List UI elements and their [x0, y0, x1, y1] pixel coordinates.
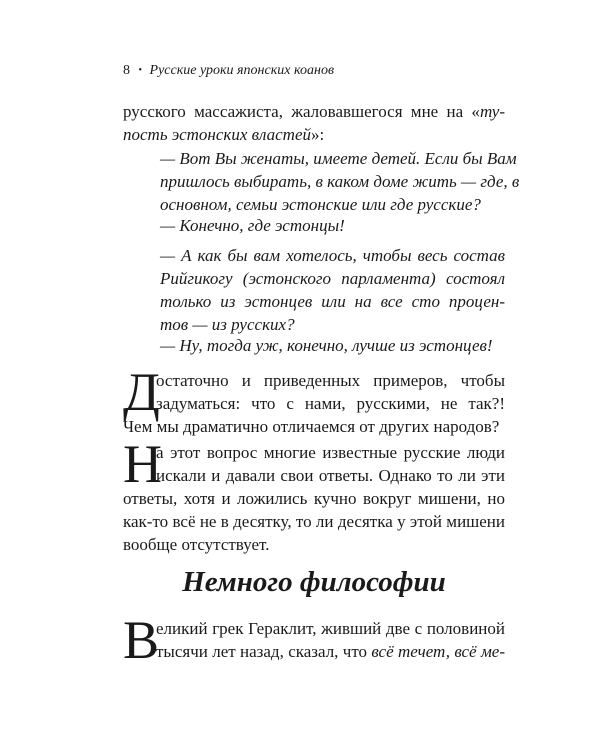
intro-line-1: русского массажиста, жаловавшегося мне на «ту- — [123, 102, 505, 121]
paragraph-line: Чем мы драматично отличаемся от других народов? — [123, 417, 500, 436]
paragraph-line: еликий грек Гераклит, живший две с половиной — [156, 619, 505, 638]
drop-cap: Д — [123, 362, 160, 422]
dialogue-quote-3 — [160, 244, 505, 336]
dialogue-quote-1 — [160, 147, 520, 216]
quote-line: — Ну, тогда уж, конечно, лучше из эстонцев! — [160, 336, 493, 355]
quote-line: — А как бы вам хотелось, чтобы весь состав — [160, 246, 505, 265]
page-number: 8 — [123, 63, 130, 78]
paragraph-line: как-то всё не в десятку, то ли десятка у этой мишени — [123, 512, 505, 531]
quote-line: основном, семьи эстонские или где русские? — [160, 195, 481, 214]
dialogue-quote-2 — [160, 214, 505, 237]
paragraph-line: остаточно и приведенных примеров, чтобы — [156, 371, 505, 390]
running-title: Русские уроки японских коанов — [149, 63, 335, 78]
paragraph-line: тысячи лет назад, сказал, что всё течет, всё ме- — [156, 642, 505, 661]
quote-line: пришлось выбирать, в каком доме жить — где, в — [160, 172, 520, 191]
running-head — [123, 62, 334, 81]
bullet-separator: • — [138, 65, 143, 76]
paragraph-1 — [123, 362, 505, 438]
quote-line: только из эстонцев или на все сто процен- — [160, 292, 505, 311]
quote-line: — Конечно, где эстонцы! — [160, 216, 345, 235]
paragraph-2 — [123, 434, 505, 556]
intro-line-2: пость эстонских властей»: — [123, 125, 325, 144]
dialogue-quote-4 — [160, 334, 505, 357]
paragraph-line: а этот вопрос многие известные русские люди — [156, 443, 505, 462]
paragraph-line: вообще отсутствует. — [123, 535, 270, 554]
drop-cap: В — [123, 610, 160, 670]
paragraph-line: ответы, хотя и ложились кучно вокруг мишени, но — [123, 489, 505, 508]
quote-line: тов — из русских? — [160, 315, 295, 334]
paragraph-line: искали и давали свои ответы. Однако то ли эти — [156, 466, 505, 485]
intro-paragraph — [123, 100, 505, 146]
drop-cap: Н — [123, 434, 162, 494]
paragraph-3 — [123, 610, 505, 670]
section-heading: Немного философии — [182, 566, 446, 598]
quote-line: — Вот Вы женаты, имеете детей. Если бы Вам — [160, 149, 517, 168]
quote-line: Рийгикогу (эстонского парламента) состоял — [160, 269, 505, 288]
paragraph-line: задуматься: что с нами, русскими, не так?! — [156, 394, 505, 413]
